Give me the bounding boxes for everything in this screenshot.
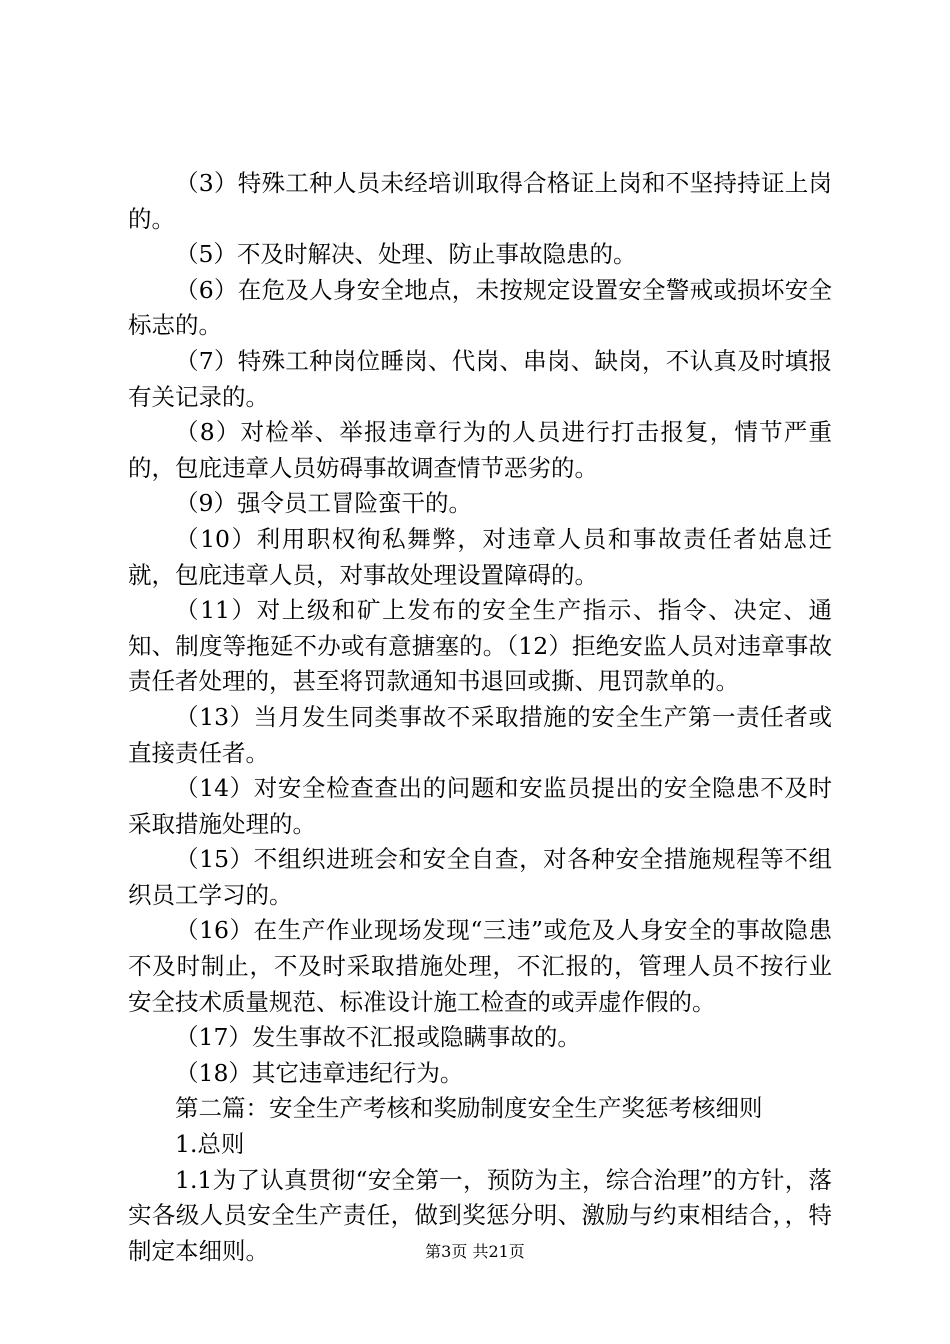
paragraph-item-14: （14）对安全检查查出的问题和安监员提出的安全隐患不及时采取措施处理的。: [128, 774, 832, 838]
document-body: [128, 166, 832, 1269]
paragraph-item-9: （9）强令员工冒险蛮干的。: [175, 489, 472, 518]
paragraph-item-11-12: （11）对上级和矿上发布的安全生产指示、指令、决定、通知、制度等拖延不办或有意搪塞的。（12）拒绝安监人员对违章事故责任者处理的，甚至将罚款通知书退回或撕、甩罚款单的。: [128, 596, 832, 696]
paragraph-clause-1-1: 1.1为了认真贯彻“安全第一，预防为主，综合治理”的方针，落实各级人员安全生产责任，做到奖惩分明、激励与约束相结合，，特制定本细则。: [128, 1165, 832, 1265]
paragraph-item-7: （7）特殊工种岗位睡岗、代岗、串岗、缺岗，不认真及时填报有关记录的。: [128, 346, 832, 411]
paragraph-item-15: （15）不组织进班会和安全自查，对各种安全措施规程等不组织员工学习的。: [128, 845, 832, 909]
section-heading: 第二篇：安全生产考核和奖励制度安全生产奖惩考核细则: [175, 1094, 763, 1123]
paragraph-item-17: （17）发生事故不汇报或隐瞒事故的。: [175, 1023, 581, 1052]
paragraph-item-5: （5）不及时解决、处理、防止事故隐患的。: [175, 240, 637, 269]
paragraph-item-18: （18）其它违章违纪行为。: [175, 1058, 464, 1087]
paragraph-item-6: （6）在危及人身安全地点，未按规定设置安全警戒或损坏安全标志的。: [128, 275, 832, 340]
subsection-heading: 1.总则: [175, 1130, 245, 1159]
paragraph-item-3: （3）特殊工种人员未经培训取得合格证上岗和不坚持持证上岗的。: [128, 169, 832, 233]
paragraph-item-13: （13）当月发生同类事故不采取措施的安全生产第一责任者或直接责任者。: [128, 702, 832, 767]
paragraph-item-16: （16）在生产作业现场发现“三违”或危及人身安全的事故隐患不及时制止，不及时采取措施处理，不汇报的，管理人员不按行业安全技术质量规范、标准设计施工检查的或弄虚作假的。: [128, 916, 832, 1016]
page-footer: 第3页 共21页: [425, 1242, 525, 1261]
paragraph-item-10: （10）利用职权徇私舞弊，对违章人员和事故责任者姑息迁就，包庇违章人员，对事故处理设置障碍的。: [128, 524, 832, 589]
paragraph-item-8: （8）对检举、举报违章行为的人员进行打击报复，情节严重的，包庇违章人员妨碍事故调查情节恶劣的。: [128, 418, 832, 482]
